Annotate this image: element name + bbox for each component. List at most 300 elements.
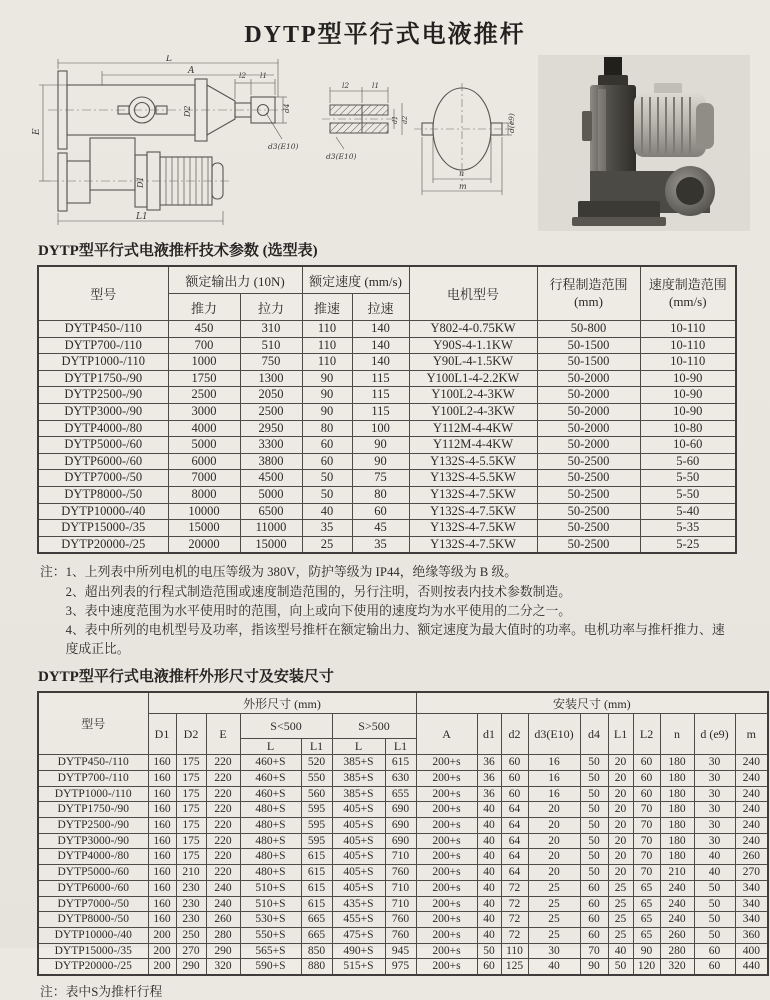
value-cell: 50-2000 <box>537 420 640 437</box>
value-cell: 220 <box>206 833 240 849</box>
value-cell: 110 <box>501 943 528 959</box>
value-cell: 260 <box>206 912 240 928</box>
value-cell: 20000 <box>168 536 240 553</box>
tech-params-body <box>38 321 736 554</box>
value-cell: 90 <box>352 453 409 470</box>
value-cell: 90 <box>302 387 352 404</box>
detail-label-d2: d2 <box>401 115 409 124</box>
value-cell: 615 <box>301 849 332 865</box>
value-cell: 50-1500 <box>537 354 640 371</box>
value-cell: 560 <box>301 786 332 802</box>
table-row <box>38 470 736 487</box>
value-cell: 30 <box>528 943 580 959</box>
value-cell: 175 <box>176 818 206 834</box>
value-cell: 50 <box>580 865 608 881</box>
col-header-d-e9: d (e9) <box>694 714 735 755</box>
value-cell: 3300 <box>240 437 302 454</box>
value-cell: 160 <box>148 802 176 818</box>
value-cell: 50-2500 <box>537 520 640 537</box>
value-cell: Y132S-4-5.5KW <box>409 453 537 470</box>
value-cell: 5-60 <box>640 453 736 470</box>
value-cell: 240 <box>735 755 768 771</box>
col-header-A: A <box>416 714 477 755</box>
table-row <box>38 786 768 802</box>
value-cell: 240 <box>735 818 768 834</box>
value-cell: 480+S <box>240 833 301 849</box>
value-cell: 30 <box>694 818 735 834</box>
value-cell: 20 <box>528 802 580 818</box>
value-cell: 280 <box>206 927 240 943</box>
value-cell: 530+S <box>240 912 301 928</box>
table-row <box>38 912 768 928</box>
detail-label-m: m <box>459 182 467 191</box>
value-cell: 50-800 <box>537 321 640 338</box>
value-cell: 10-60 <box>640 437 736 454</box>
value-cell: 125 <box>501 959 528 975</box>
col-header-d1: d1 <box>477 714 501 755</box>
col-header-install-dims: 安装尺寸 (mm) <box>416 692 768 714</box>
value-cell: 160 <box>148 833 176 849</box>
value-cell: 36 <box>477 786 501 802</box>
value-cell: 60 <box>580 912 608 928</box>
table-row <box>38 354 736 371</box>
value-cell: 240 <box>735 770 768 786</box>
value-cell: 460+S <box>240 770 301 786</box>
value-cell: 70 <box>633 802 660 818</box>
value-cell: 50 <box>580 833 608 849</box>
value-cell: 65 <box>633 912 660 928</box>
value-cell: 25 <box>528 927 580 943</box>
value-cell: 520 <box>301 755 332 771</box>
value-cell: 200 <box>148 927 176 943</box>
value-cell: 10-80 <box>640 420 736 437</box>
dimensions-table <box>37 691 769 976</box>
value-cell: 200+s <box>416 865 477 881</box>
value-cell: 20 <box>608 755 633 771</box>
value-cell: 50 <box>302 486 352 503</box>
value-cell: 110 <box>302 354 352 371</box>
note-item: 2、超出列表的行程式制造范围或速度制造范围的，另行注明，否则按表内技术参数制造。 <box>65 584 572 599</box>
notes-block <box>40 563 740 659</box>
value-cell: 5-25 <box>640 536 736 553</box>
value-cell: 50-2500 <box>537 470 640 487</box>
value-cell: 115 <box>352 370 409 387</box>
value-cell: 120 <box>633 959 660 975</box>
value-cell: 175 <box>176 802 206 818</box>
col-header-stroke-range <box>537 266 640 321</box>
value-cell: 180 <box>660 818 694 834</box>
value-cell: 140 <box>352 321 409 338</box>
value-cell: 455+S <box>332 912 385 928</box>
value-cell: 80 <box>302 420 352 437</box>
detail-label-l1: l1 <box>372 81 380 90</box>
value-cell: 400 <box>735 943 768 959</box>
value-cell: Y100L1-4-2.2KW <box>409 370 537 387</box>
value-cell: 615 <box>301 865 332 881</box>
value-cell: 230 <box>176 912 206 928</box>
value-cell: Y90L-4-1.5KW <box>409 354 537 371</box>
value-cell: 30 <box>694 755 735 771</box>
table-row <box>38 486 736 503</box>
value-cell: 60 <box>302 453 352 470</box>
table-row <box>38 865 768 881</box>
value-cell: 60 <box>694 943 735 959</box>
value-cell: 710 <box>385 896 416 912</box>
value-cell: 2500 <box>240 403 302 420</box>
value-cell: 480+S <box>240 865 301 881</box>
value-cell: 50-2500 <box>537 536 640 553</box>
value-cell: 510+S <box>240 896 301 912</box>
value-cell: 4000 <box>168 420 240 437</box>
value-cell: 10-90 <box>640 403 736 420</box>
value-cell: 20 <box>608 818 633 834</box>
model-cell: DYTP8000-/50 <box>38 486 168 503</box>
value-cell: 30 <box>694 770 735 786</box>
col-header-pull-force: 拉力 <box>240 294 302 321</box>
table-row <box>38 387 736 404</box>
dim-label-l2: l2 <box>239 71 247 80</box>
value-cell: 70 <box>633 849 660 865</box>
value-cell: 280 <box>660 943 694 959</box>
value-cell: 40 <box>302 503 352 520</box>
table-row <box>38 849 768 865</box>
value-cell: 460+S <box>240 786 301 802</box>
model-cell: DYTP10000-/40 <box>38 503 168 520</box>
value-cell: 65 <box>633 927 660 943</box>
value-cell: 405+S <box>332 865 385 881</box>
value-cell: 40 <box>694 865 735 881</box>
value-cell: 20 <box>608 833 633 849</box>
value-cell: 630 <box>385 770 416 786</box>
model-cell: DYTP700-/110 <box>38 770 148 786</box>
value-cell: 50-2000 <box>537 370 640 387</box>
model-cell: DYTP6000-/60 <box>38 453 168 470</box>
value-cell: 5000 <box>240 486 302 503</box>
col-header-s-gt-500: S>500 <box>332 714 416 739</box>
value-cell: 240 <box>660 880 694 896</box>
model-cell: DYTP6000-/60 <box>38 880 148 896</box>
value-cell: 10000 <box>168 503 240 520</box>
value-cell: 72 <box>501 880 528 896</box>
model-cell: DYTP20000-/25 <box>38 959 148 975</box>
value-cell: Y132S-4-7.5KW <box>409 486 537 503</box>
col-header-L1-gt: L1 <box>385 739 416 755</box>
value-cell: 690 <box>385 818 416 834</box>
value-cell: 72 <box>501 896 528 912</box>
table-row <box>38 453 736 470</box>
value-cell: 64 <box>501 802 528 818</box>
model-cell: DYTP3000-/90 <box>38 403 168 420</box>
value-cell: 480+S <box>240 849 301 865</box>
value-cell: 60 <box>633 786 660 802</box>
model-cell: DYTP1750-/90 <box>38 370 168 387</box>
value-cell: 710 <box>385 849 416 865</box>
value-cell: 11000 <box>240 520 302 537</box>
value-cell: 6000 <box>168 453 240 470</box>
engineering-drawing <box>30 55 518 231</box>
value-cell: Y132S-4-7.5KW <box>409 536 537 553</box>
value-cell: 210 <box>176 865 206 881</box>
value-cell: 160 <box>148 849 176 865</box>
dim-label-L: L <box>166 55 172 64</box>
dimensions-body <box>38 755 768 975</box>
value-cell: 220 <box>206 849 240 865</box>
value-cell: 25 <box>608 896 633 912</box>
table-row <box>38 536 736 553</box>
notes-label: 注： <box>40 565 66 580</box>
value-cell: 60 <box>580 927 608 943</box>
table2-title: DYTP型平行式电液推杆外形尺寸及安装尺寸 <box>38 669 334 686</box>
value-cell: 200+s <box>416 943 477 959</box>
table-row <box>38 370 736 387</box>
col-header-model2: 型号 <box>38 692 148 755</box>
speed-range-line1: 速度制造范围 <box>648 277 727 293</box>
value-cell: 30 <box>694 786 735 802</box>
value-cell: 5-40 <box>640 503 736 520</box>
value-cell: 40 <box>477 880 501 896</box>
value-cell: 16 <box>528 770 580 786</box>
value-cell: 260 <box>660 927 694 943</box>
value-cell: 880 <box>301 959 332 975</box>
value-cell: 50-2500 <box>537 486 640 503</box>
value-cell: 20 <box>608 865 633 881</box>
value-cell: 4500 <box>240 470 302 487</box>
value-cell: 2050 <box>240 387 302 404</box>
value-cell: 5-50 <box>640 470 736 487</box>
value-cell: 60 <box>580 880 608 896</box>
value-cell: 405+S <box>332 833 385 849</box>
value-cell: 975 <box>385 959 416 975</box>
table-row <box>38 420 736 437</box>
value-cell: 230 <box>176 880 206 896</box>
value-cell: 510 <box>240 337 302 354</box>
value-cell: 200+s <box>416 927 477 943</box>
value-cell: 25 <box>608 912 633 928</box>
page-title: DYTP型平行式电液推杆 <box>244 22 526 48</box>
value-cell: 15000 <box>168 520 240 537</box>
table-row <box>38 818 768 834</box>
value-cell: 65 <box>633 880 660 896</box>
col-header-E: E <box>206 714 240 755</box>
value-cell: 40 <box>694 849 735 865</box>
value-cell: 1000 <box>168 354 240 371</box>
col-header-D1: D1 <box>148 714 176 755</box>
value-cell: 8000 <box>168 486 240 503</box>
value-cell: 50 <box>608 959 633 975</box>
note-item: 1、上列表中所列电机的电压等级为 380V，防护等级为 IP44，绝缘等级为 B 级。 <box>65 565 518 580</box>
value-cell: 405+S <box>332 818 385 834</box>
value-cell: 40 <box>477 818 501 834</box>
value-cell: 615 <box>385 755 416 771</box>
col-header-push-force: 推力 <box>168 294 240 321</box>
value-cell: 115 <box>352 387 409 404</box>
value-cell: 200+s <box>416 755 477 771</box>
value-cell: 64 <box>501 833 528 849</box>
value-cell: 320 <box>660 959 694 975</box>
value-cell: 240 <box>206 880 240 896</box>
table-row <box>38 880 768 896</box>
model-cell: DYTP2500-/90 <box>38 818 148 834</box>
value-cell: 5-35 <box>640 520 736 537</box>
value-cell: 340 <box>735 912 768 928</box>
value-cell: 16 <box>528 786 580 802</box>
model-cell: DYTP1000-/110 <box>38 354 168 371</box>
model-cell: DYTP7000-/50 <box>38 470 168 487</box>
value-cell: 180 <box>660 833 694 849</box>
col-header-d3E10: d3(E10) <box>528 714 580 755</box>
value-cell: 60 <box>694 959 735 975</box>
value-cell: 60 <box>633 770 660 786</box>
note-item: 3、表中速度范围为水平使用时的范围，向上或向下使用的速度均为水平使用的二分之一。 <box>65 603 572 618</box>
value-cell: 10-110 <box>640 321 736 338</box>
value-cell: 405+S <box>332 849 385 865</box>
value-cell: 100 <box>352 420 409 437</box>
value-cell: 64 <box>501 818 528 834</box>
value-cell: 200+s <box>416 786 477 802</box>
value-cell: 220 <box>206 818 240 834</box>
value-cell: 200+s <box>416 770 477 786</box>
value-cell: 665 <box>301 927 332 943</box>
value-cell: 750 <box>240 354 302 371</box>
tech-params-table <box>37 265 737 554</box>
value-cell: 140 <box>352 354 409 371</box>
value-cell: 60 <box>501 755 528 771</box>
col-header-outline-dims: 外形尺寸 (mm) <box>148 692 416 714</box>
col-header-L1-lt: L1 <box>301 739 332 755</box>
value-cell: 200+s <box>416 802 477 818</box>
dim-label-l1: l1 <box>260 71 268 80</box>
value-cell: 440 <box>735 959 768 975</box>
col-header-model: 型号 <box>38 266 168 321</box>
value-cell: 64 <box>501 849 528 865</box>
value-cell: 240 <box>735 802 768 818</box>
value-cell: 230 <box>176 896 206 912</box>
value-cell: 180 <box>660 755 694 771</box>
table-row <box>38 520 736 537</box>
value-cell: 10-90 <box>640 387 736 404</box>
value-cell: 60 <box>633 755 660 771</box>
value-cell: 200+s <box>416 896 477 912</box>
dim-label-A: A <box>188 66 195 76</box>
col-header-pull-speed: 拉速 <box>352 294 409 321</box>
value-cell: 10-90 <box>640 370 736 387</box>
dim-label-E: E <box>32 128 42 135</box>
value-cell: 20 <box>608 786 633 802</box>
value-cell: 615 <box>301 880 332 896</box>
table-row <box>38 337 736 354</box>
model-cell: DYTP4000-/80 <box>38 849 148 865</box>
value-cell: 200 <box>148 959 176 975</box>
value-cell: 655 <box>385 786 416 802</box>
model-cell: DYTP10000-/40 <box>38 927 148 943</box>
value-cell: 70 <box>633 833 660 849</box>
value-cell: 50 <box>694 896 735 912</box>
value-cell: 65 <box>633 896 660 912</box>
value-cell: 310 <box>240 321 302 338</box>
value-cell: 45 <box>352 520 409 537</box>
value-cell: 75 <box>352 470 409 487</box>
value-cell: 615 <box>301 896 332 912</box>
value-cell: 550 <box>301 770 332 786</box>
value-cell: 175 <box>176 786 206 802</box>
value-cell: 5000 <box>168 437 240 454</box>
product-photo <box>538 55 750 231</box>
value-cell: 175 <box>176 833 206 849</box>
value-cell: 180 <box>660 786 694 802</box>
value-cell: 50 <box>580 849 608 865</box>
value-cell: 175 <box>176 849 206 865</box>
value-cell: 340 <box>735 896 768 912</box>
value-cell: 50 <box>580 770 608 786</box>
value-cell: 320 <box>206 959 240 975</box>
value-cell: 25 <box>528 896 580 912</box>
value-cell: 690 <box>385 833 416 849</box>
value-cell: 480+S <box>240 802 301 818</box>
model-cell: DYTP5000-/60 <box>38 865 148 881</box>
value-cell: 2500 <box>168 387 240 404</box>
value-cell: 20 <box>528 833 580 849</box>
value-cell: 25 <box>302 536 352 553</box>
value-cell: Y132S-4-7.5KW <box>409 503 537 520</box>
value-cell: 50-2000 <box>537 387 640 404</box>
value-cell: 160 <box>148 912 176 928</box>
value-cell: 850 <box>301 943 332 959</box>
value-cell: 72 <box>501 927 528 943</box>
value-cell: 3000 <box>168 403 240 420</box>
model-cell: DYTP450-/110 <box>38 755 148 771</box>
table-row <box>38 403 736 420</box>
value-cell: 515+S <box>332 959 385 975</box>
model-cell: DYTP15000-/35 <box>38 520 168 537</box>
value-cell: 180 <box>660 770 694 786</box>
value-cell: 200+s <box>416 959 477 975</box>
value-cell: 60 <box>501 786 528 802</box>
value-cell: 175 <box>176 770 206 786</box>
value-cell: 160 <box>148 896 176 912</box>
value-cell: 460+S <box>240 755 301 771</box>
value-cell: 5-50 <box>640 486 736 503</box>
value-cell: 760 <box>385 927 416 943</box>
model-cell: DYTP700-/110 <box>38 337 168 354</box>
table-row <box>38 770 768 786</box>
value-cell: 25 <box>608 927 633 943</box>
value-cell: 760 <box>385 912 416 928</box>
table-row <box>38 437 736 454</box>
speed-range-line2: (mm/s) <box>668 293 707 309</box>
detail-label-l2: l2 <box>342 81 350 90</box>
value-cell: 175 <box>176 755 206 771</box>
col-header-motor: 电机型号 <box>409 266 537 321</box>
figure-row <box>30 53 752 233</box>
value-cell: 385+S <box>332 755 385 771</box>
value-cell: 25 <box>608 880 633 896</box>
value-cell: 60 <box>352 503 409 520</box>
value-cell: 40 <box>477 802 501 818</box>
value-cell: 200 <box>148 943 176 959</box>
value-cell: 240 <box>660 896 694 912</box>
value-cell: 160 <box>148 818 176 834</box>
value-cell: 20 <box>608 770 633 786</box>
value-cell: 50 <box>580 802 608 818</box>
value-cell: 40 <box>477 927 501 943</box>
value-cell: 450 <box>168 321 240 338</box>
note-list <box>66 563 740 659</box>
value-cell: 50 <box>694 927 735 943</box>
value-cell: 50 <box>580 755 608 771</box>
value-cell: 270 <box>735 865 768 881</box>
col-header-d4: d4 <box>580 714 608 755</box>
value-cell: 595 <box>301 818 332 834</box>
